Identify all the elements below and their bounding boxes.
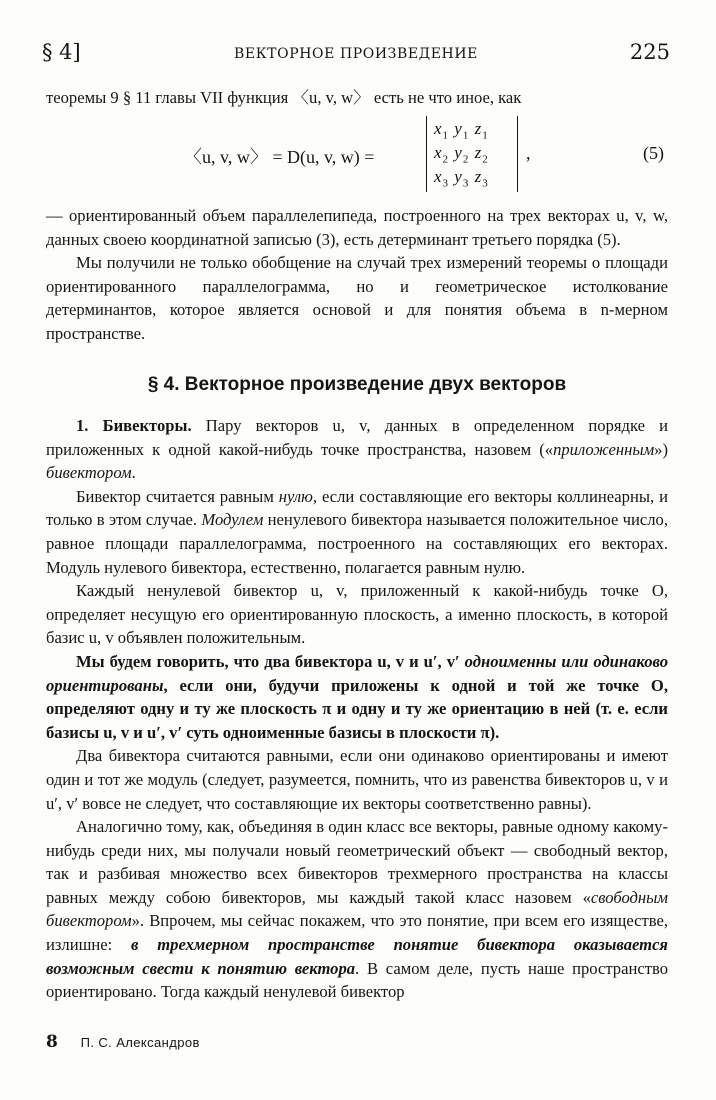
determinant-matrix (426, 116, 518, 192)
paragraph-generalization: Мы получили не только обобщение на случай трех измерений теоремы о площади ориентированного параллелограмма, но и геометрическое истолкование детерминантов, которое является основой и для понятия объема в n-мерном пространстве. (46, 253, 668, 343)
det-row-3: $x_3$ $y_3$ $z_3$ (434, 167, 489, 190)
paragraph-oriented-plane: Каждый ненулевой бивектор u, v, приложенный к какой-нибудь точке O, определяет несущую его ориентированную плоскость, а именно плоскость, в которой базис u, v объявлен положительным. (46, 581, 668, 648)
paragraph-oriented-volume: — ориентированный объем параллелепипеда, построенного на трех векторах u, v, w, данных своею координатной записью (3), есть детерминант третьего порядка (5). (46, 206, 668, 249)
page-number: 225 (629, 40, 670, 64)
page-footer (46, 1032, 200, 1052)
paragraph-equal-bivectors: Два бивектора считаются равными, если они одинаково ориентированы и имеют один и тот же модуль (следует, разумеется, помнить, что из равенства бивекторов u, v и u′, v′ вовсе не следует, что составляющие их векторы соответственно равны). (46, 746, 668, 813)
section-heading: § 4. Векторное произведение двух векторов (147, 374, 567, 395)
running-head (42, 40, 670, 70)
formula-lhs: 〈u, v, w〉 = D(u, v, w) = (184, 147, 375, 167)
text-block-1 (46, 204, 668, 346)
text-block-2 (46, 414, 668, 1004)
det-row-2: $x_2$ $y_2$ $z_2$ (434, 143, 489, 166)
intro-text (46, 86, 668, 110)
section-marker: § 4] (42, 40, 81, 64)
intro-line: теоремы 9 § 11 главы VII функция 〈u, v, w〉 есть не что иное, как (46, 88, 522, 107)
subsection-title: 1. Бивекторы. (76, 416, 192, 435)
formula-comma: , (526, 143, 531, 163)
det-row-1: $x_1$ $y_1$ $z_1$ (434, 119, 489, 142)
running-title: ВЕКТОРНОЕ ПРОИЗВЕДЕНИЕ (234, 46, 478, 62)
signature-mark: 8 (46, 1032, 58, 1052)
equation-number: (5) (643, 143, 664, 163)
paragraph-bivectors-definition: 1. Бивекторы. Пару векторов u, v, данных в определенном порядке и приложенных к одной какой-нибудь точке пространства, назовем («приложенным») бивектором. (46, 416, 669, 483)
determinant-formula (46, 114, 668, 194)
author-name: П. С. Александров (80, 1035, 200, 1050)
paragraph-zero-bivector: Бивектор считается равным нулю, если составляющие его векторы коллинеарны, и только в этом случае. Модулем ненулевого бивектора называется положительное число, равное площади параллелограмма, построенного на составляющих его векторах. Модуль нулевого бивектора, естественно, полагается равным нулю. (46, 486, 668, 577)
paragraph-same-orientation: Мы будем говорить, что два бивектора u, v и u′, v′ одноименны или одинаково ориентированы, если они, будучи приложены к одной и той же точке O, определяют одну и ту же плоскость π и одну и ту же ориентацию в ней (т. е. если базисы u, v и u′, v′ суть одноименные базисы в плоскости π). (46, 651, 668, 742)
paragraph-free-bivector: Аналогично тому, как, объединяя в один класс все векторы, равные одному какому-нибудь среди них, мы получали новый геометрический объект — свободный вектор, так и разбивая множество всех бивекторов трехмерного пространства на классы равных между собою бивекторов, мы каждый такой класс назовем «свободным бивектором». Впрочем, мы сейчас покажем, что это понятие, при всем его изяществе, излишне: в трехмерном пространстве понятие бивектора оказывается возможным свести к понятию вектора. В самом деле, пусть наше пространство ориентировано. Тогда каждый ненулевой бивектор (46, 817, 668, 1002)
